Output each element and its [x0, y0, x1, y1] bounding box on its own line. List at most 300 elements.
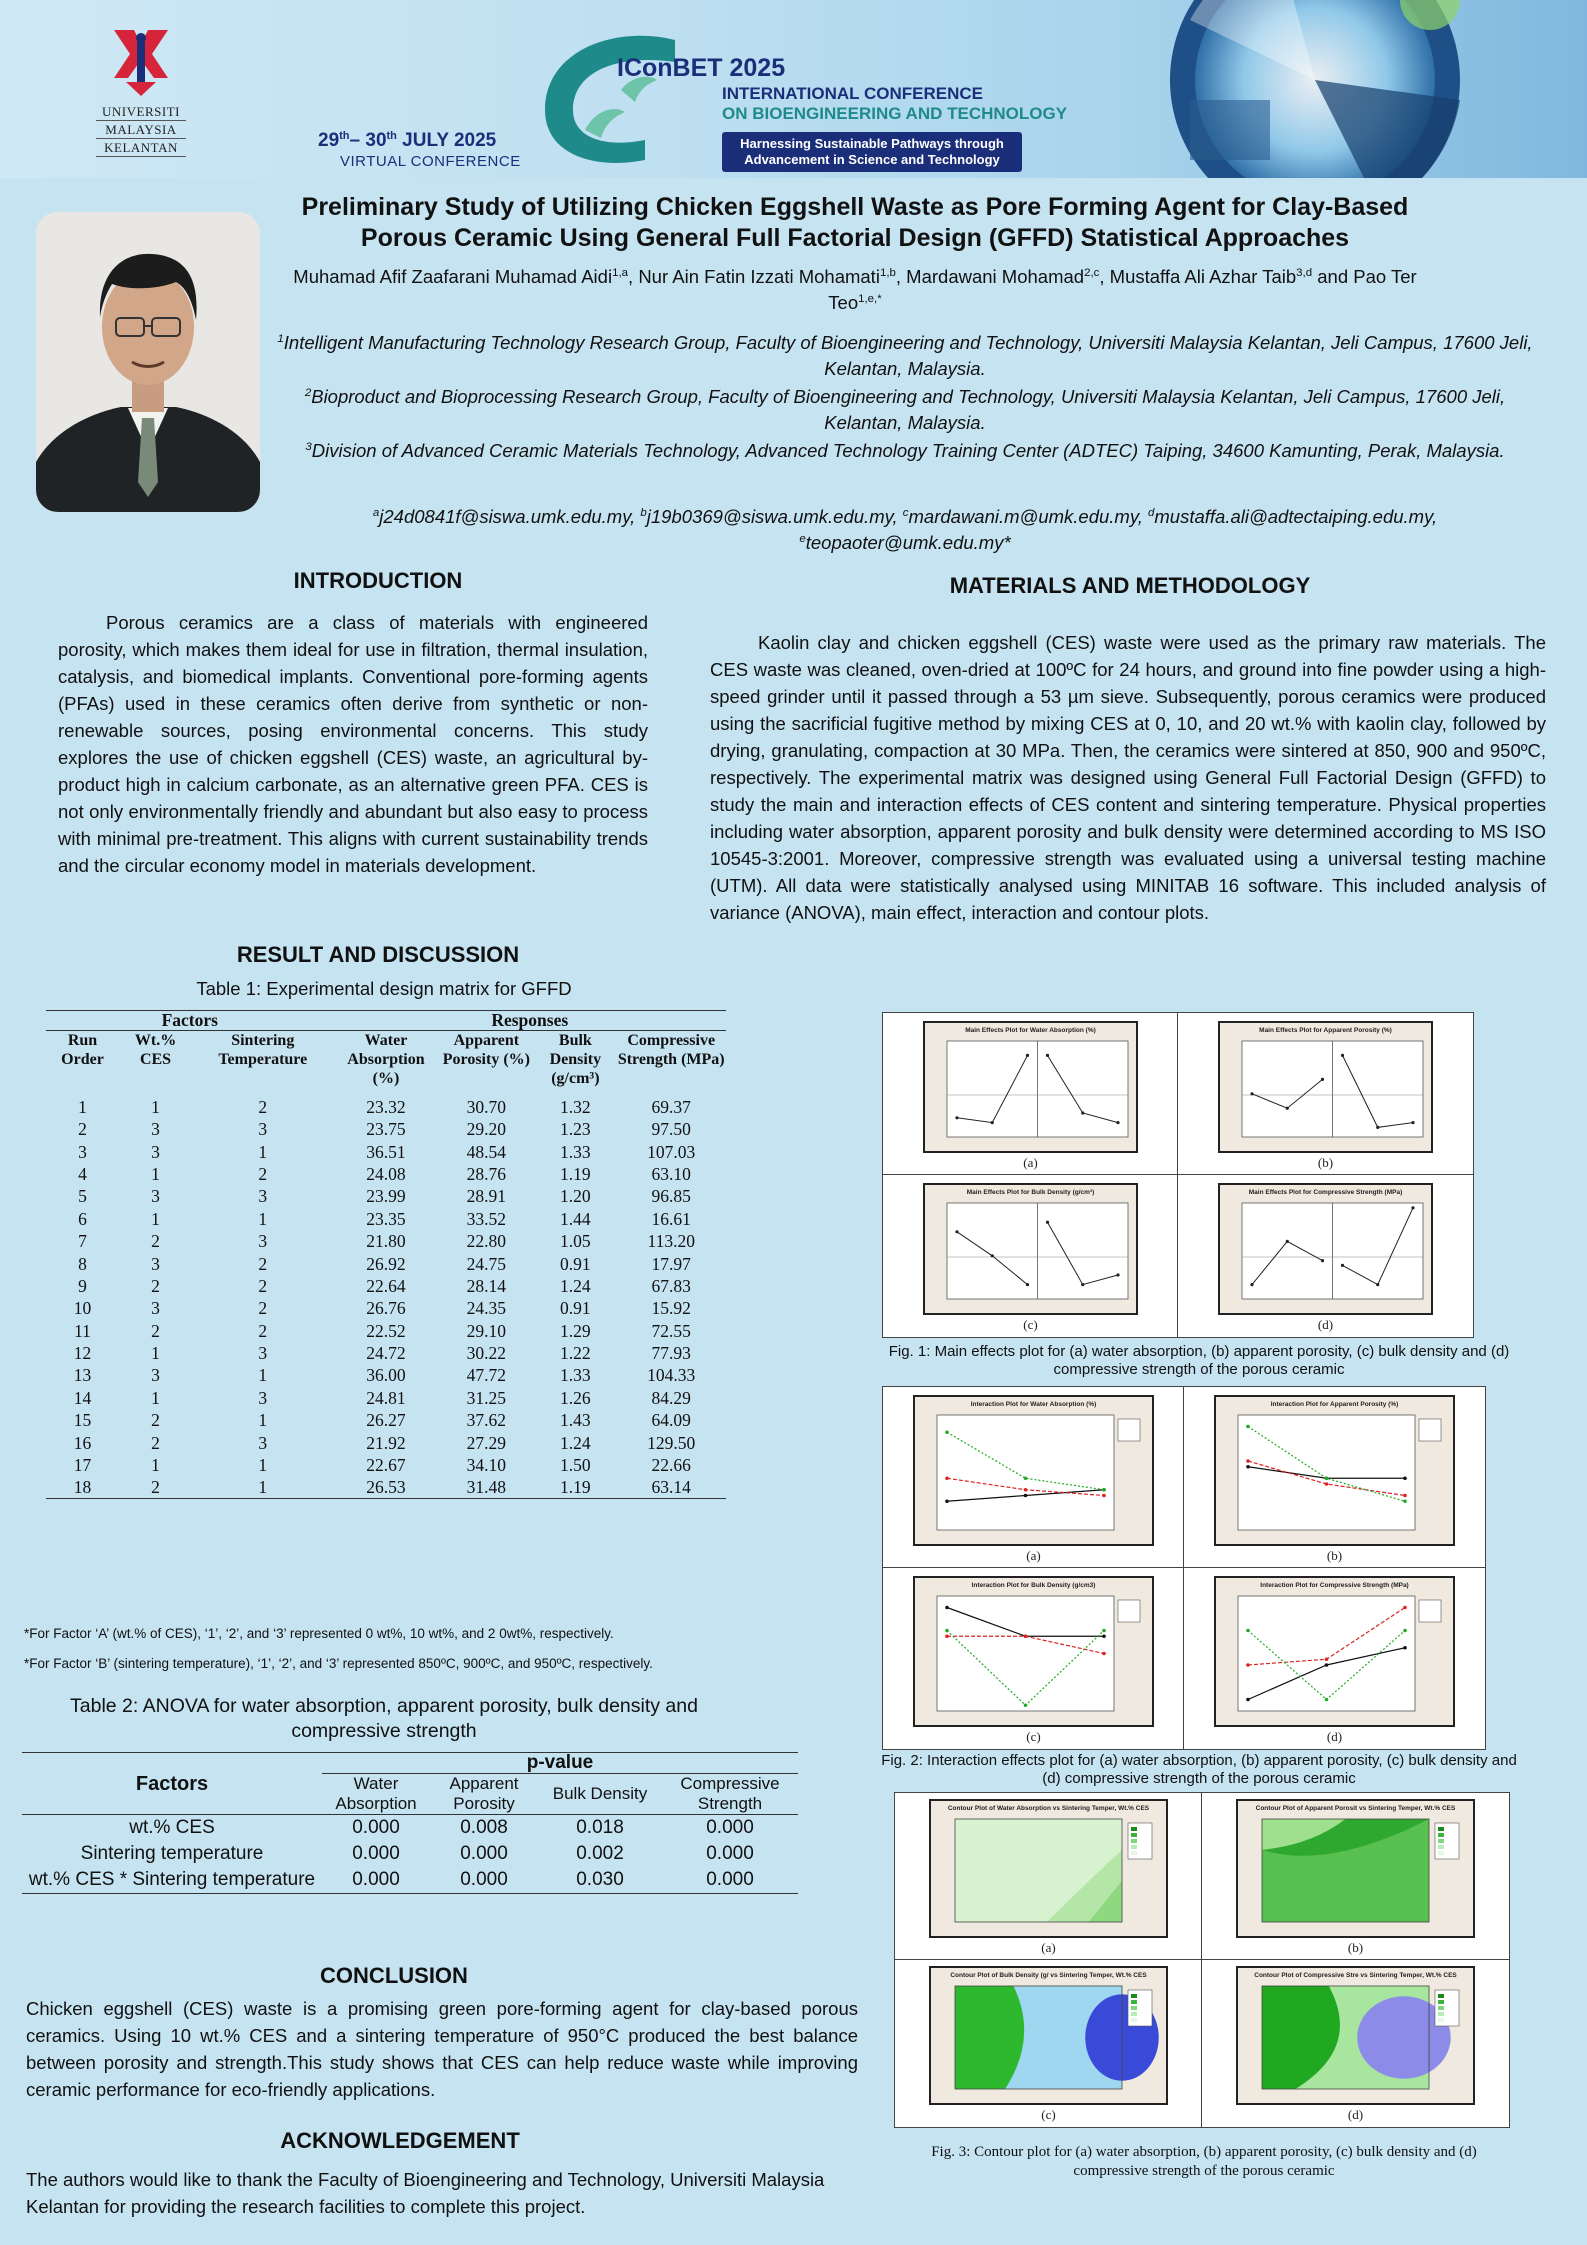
plot-title: Contour Plot of Bulk Density (g/ vs Sintering Temper, Wt.% CES — [950, 1972, 1147, 1979]
table-cell: 24.35 — [466, 1298, 507, 1319]
table-row — [46, 1297, 726, 1319]
email-separator: , — [892, 506, 903, 527]
table-cell: 24.72 — [366, 1343, 406, 1364]
table-cell: 3 — [151, 1253, 160, 1274]
plot-title: Main Effects Plot for Water Absorption (%) — [965, 1027, 1096, 1034]
figure-2-interaction — [882, 1386, 1486, 1750]
umk-emblem-icon — [104, 24, 178, 98]
table-cell: 34.10 — [466, 1455, 507, 1476]
table-row — [22, 1841, 798, 1867]
conference-logo-icon — [525, 20, 705, 170]
plot-window — [1218, 1183, 1433, 1315]
table2-group-row — [22, 1753, 798, 1774]
figure-1-main-effects — [882, 1012, 1474, 1338]
anova-pvalue: 0.000 — [662, 1867, 798, 1894]
plot-graphic — [1238, 1801, 1473, 1936]
conference-full-name-line-2: ON BIOENGINEERING AND TECHNOLOGY — [722, 104, 1068, 123]
email-separator: , — [630, 506, 641, 527]
table-cell: 1 — [258, 1208, 268, 1229]
plot-window — [1214, 1576, 1455, 1727]
table-cell: 2 — [258, 1163, 268, 1184]
plot-window — [929, 1966, 1168, 2105]
table-row — [46, 1275, 726, 1297]
fig1-panel-1 — [883, 1013, 1178, 1175]
author-name: Mustaffa Ali Azhar Taib — [1109, 266, 1297, 287]
plot-window — [913, 1576, 1154, 1727]
plot-title: Interaction Plot for Water Absorption (%) — [970, 1401, 1097, 1408]
conference-date: 29th– 30th JULY 2025 — [318, 129, 497, 151]
table-cell: 64.09 — [651, 1410, 691, 1431]
panel-label: (b) — [1347, 1940, 1364, 1955]
university-line-1: UNIVERSITI — [96, 103, 186, 121]
table-cell: 4 — [78, 1163, 87, 1184]
table-cell: 2 — [258, 1275, 268, 1296]
table-row — [22, 1815, 798, 1842]
table-row — [22, 1867, 798, 1894]
table-cell: 14 — [73, 1387, 92, 1408]
table-cell: 30.70 — [466, 1097, 507, 1117]
table-cell: 23.32 — [366, 1097, 406, 1117]
table-cell: 31.48 — [438, 1476, 534, 1499]
table-row — [46, 1476, 726, 1499]
acknowledgement-heading: ACKNOWLEDGEMENT — [280, 2128, 520, 2153]
table-cell: 1.19 — [560, 1163, 591, 1184]
figure-3-contour — [894, 1792, 1510, 2128]
panel-label: (a) — [1041, 1940, 1056, 1955]
fig2-panel-3 — [883, 1568, 1184, 1749]
table-cell: 28.91 — [466, 1186, 507, 1207]
table-cell: 3 — [258, 1231, 268, 1252]
table-cell: 17 — [73, 1455, 92, 1476]
table-cell: 22.52 — [366, 1320, 406, 1341]
anova-pvalue: 0.000 — [352, 1843, 400, 1864]
university-line-2: MALAYSIA — [96, 121, 186, 139]
anova-pvalue: 0.000 — [322, 1867, 430, 1894]
table-row — [46, 1185, 726, 1207]
plot-window — [923, 1183, 1138, 1315]
table-cell: 1.26 — [560, 1387, 591, 1408]
author-affiliation-mark: 2,c — [1084, 266, 1100, 279]
table-cell: 7 — [78, 1231, 87, 1252]
methodology-heading: MATERIALS AND METHODOLOGY — [949, 573, 1311, 598]
table-cell: 72.55 — [651, 1320, 691, 1341]
email-separator: , — [1431, 506, 1438, 527]
table-cell: 3 — [258, 1343, 268, 1364]
table-row — [46, 1140, 726, 1162]
table-cell: 1.20 — [560, 1186, 591, 1207]
anova-factor: wt.% CES * Sintering temperature — [22, 1867, 322, 1894]
table-cell: 21.80 — [366, 1231, 406, 1252]
table-cell: 1 — [151, 1387, 160, 1408]
table-cell: 48.54 — [466, 1141, 507, 1162]
table-cell: 2 — [151, 1231, 160, 1252]
table2-caption: Table 2: ANOVA for water absorption, apparent porosity, bulk density and compressive strength — [70, 1695, 698, 1742]
table-cell: 9 — [78, 1275, 87, 1296]
figure-1-caption: Fig. 1: Main effects plot for (a) water absorption, (b) apparent porosity, (c) bulk density and (d) compressive strength of the porous ceramic — [888, 1343, 1510, 1378]
plot-title: Contour Plot of Compressive Stre vs Sintering Temper, Wt.% CES — [1254, 1972, 1457, 1979]
affiliation-list — [270, 330, 1540, 466]
tagline-line-1: Harnessing Sustainable Pathways through — [740, 136, 1004, 151]
table-cell: 1 — [258, 1410, 268, 1431]
plot-title: Main Effects Plot for Bulk Density (g/cm³) — [966, 1189, 1095, 1196]
university-name — [96, 103, 186, 157]
author-separator: , — [895, 266, 907, 287]
table-cell: 1 — [151, 1208, 160, 1229]
email-mark: c — [902, 506, 909, 519]
table-row — [46, 1163, 726, 1185]
plot-graphic — [925, 1185, 1136, 1313]
author-name: Nur Ain Fatin Izzati Mohamati — [638, 266, 880, 287]
table-cell: 29.20 — [466, 1119, 507, 1140]
table-row — [46, 1230, 726, 1252]
panel-label: (a) — [1026, 1548, 1041, 1563]
table-cell: 22.67 — [366, 1455, 406, 1476]
fig1-panel-2 — [1178, 1013, 1473, 1175]
plot-graphic — [915, 1578, 1152, 1725]
table-cell: 2 — [258, 1320, 268, 1341]
table-cell: 16.61 — [651, 1208, 691, 1229]
anova-pvalue: 0.000 — [706, 1843, 754, 1864]
plot-graphic — [915, 1397, 1152, 1544]
table-cell: 28.76 — [466, 1163, 507, 1184]
panel-label: (c) — [1023, 1317, 1038, 1332]
table-cell: 2 — [151, 1432, 160, 1453]
plot-title: Contour Plot of Water Absorption vs Sintering Temper, Wt.% CES — [947, 1805, 1150, 1812]
table-cell: 1.29 — [560, 1320, 591, 1341]
table-cell: 47.72 — [466, 1365, 507, 1386]
acknowledgement-text: The authors would like to thank the Faculty of Bioengineering and Technology, Universiti Malaysia Kelantan for providing the research facilities to complete this project. — [26, 2169, 825, 2217]
table-cell: 107.03 — [647, 1141, 696, 1162]
author-affiliation-mark: 1,e,* — [858, 292, 882, 305]
affiliation-text: Intelligent Manufacturing Technology Research Group, Faculty of Bioengineering and Technology, Universiti Malaysia Kelantan, Jeli Campus, 17600 Jeli, Kelantan, Malaysia. — [283, 332, 1533, 379]
table-cell: 26.27 — [366, 1410, 406, 1431]
table-cell: 1.23 — [560, 1119, 591, 1140]
table-cell: 67.83 — [651, 1275, 691, 1296]
table1-note-factor-a: *For Factor ‘A’ (wt.% of CES), ‘1’, ‘2’, and ‘3’ represented 0 wt%, 10 wt%, and 2 0wt%, respectively. — [24, 1626, 614, 1641]
panel-label: (a) — [1023, 1155, 1038, 1170]
plot-title: Interaction Plot for Bulk Density (g/cm3) — [971, 1582, 1096, 1589]
table-cell: 27.29 — [466, 1432, 507, 1453]
table-cell: 2 — [151, 1275, 160, 1296]
author-separator: , — [628, 266, 639, 287]
anova-pvalue: 0.030 — [538, 1867, 662, 1894]
table-cell: 1.50 — [560, 1455, 591, 1476]
plot-window — [913, 1395, 1154, 1546]
author-affiliation-mark: 1,b — [879, 266, 896, 279]
author-portrait-image — [36, 212, 260, 512]
table-cell: 10 — [73, 1298, 92, 1319]
table-cell: 1 — [78, 1097, 87, 1117]
fig3-panel-1 — [895, 1793, 1202, 1960]
plot-title: Interaction Plot for Apparent Porosity (%) — [1270, 1401, 1399, 1408]
email-mark: b — [640, 506, 647, 519]
plot-window — [1218, 1021, 1433, 1153]
table-cell: 1 — [151, 1097, 160, 1117]
title-line-2: Porous Ceramic Using General Full Factorial Design (GFFD) Statistical Approaches — [360, 224, 1350, 252]
table-cell: 18 — [46, 1476, 119, 1499]
table-cell: 15 — [73, 1410, 92, 1431]
panel-label: (c) — [1041, 2107, 1056, 2122]
table-row — [46, 1364, 726, 1386]
author-affiliation-mark: 1,a — [612, 266, 629, 279]
table-cell: 1.43 — [560, 1410, 591, 1431]
table-cell: 26.92 — [366, 1253, 406, 1274]
plot-graphic — [1238, 1968, 1473, 2103]
table2-col-apparent-porosity: Apparent Porosity — [430, 1774, 538, 1815]
author-photo — [36, 212, 260, 512]
table-cell: 104.33 — [647, 1365, 696, 1386]
plot-graphic — [1216, 1397, 1453, 1544]
conference-tagline — [722, 132, 1022, 172]
fig1-panel-3 — [883, 1175, 1178, 1337]
table-cell: 1.22 — [560, 1343, 591, 1364]
anova-pvalue: 0.000 — [430, 1867, 538, 1894]
plot-window — [1236, 1799, 1475, 1938]
anova-pvalue: 0.018 — [576, 1817, 624, 1838]
fig2-panel-2 — [1184, 1387, 1485, 1568]
affiliation-number: 3 — [305, 440, 312, 453]
introduction-text: Porous ceramics are a class of materials with engineered porosity, which makes them ideal for use in filtration, thermal insulation, catalysis, and biomedical implants. Conventional pore-forming agents (PFAs) used in these ceramics often derive from synthetic or non-renewable sources, posing environmental concerns. This study explores the use of chicken eggshell (CES) waste, an agricultural by-product high in calcium carbonate, as an alternative green PFA. CES is not only environmentally friendly and abundant but also easy to process with minimal pre-treatment. This aligns with current sustainability trends and the circular economy model in materials development. — [58, 612, 648, 876]
author-list — [270, 264, 1440, 316]
table-cell: 23.75 — [366, 1119, 406, 1140]
table1-group-responses: Responses — [334, 1011, 727, 1031]
conference-banner — [0, 0, 1587, 178]
email-address[interactable]: mardawani.m@umk.edu.my — [908, 506, 1138, 527]
table-cell: 1.24 — [560, 1275, 591, 1296]
table-cell: 3 — [78, 1141, 87, 1162]
fig2-panel-4 — [1184, 1568, 1485, 1749]
table-cell: 33.52 — [466, 1208, 507, 1229]
table-cell: 21.92 — [366, 1432, 406, 1453]
plot-graphic — [931, 1968, 1166, 2103]
plot-window — [1236, 1966, 1475, 2105]
table-cell: 1.19 — [534, 1476, 616, 1499]
university-line-3: KELANTAN — [96, 139, 186, 157]
plot-graphic — [1220, 1023, 1431, 1151]
panel-label: (d) — [1326, 1729, 1343, 1744]
fig2-panel-1 — [883, 1387, 1184, 1568]
table-cell: 3 — [258, 1186, 268, 1207]
table-cell: 96.85 — [651, 1186, 691, 1207]
table-cell: 22.80 — [466, 1231, 507, 1252]
panel-label: (c) — [1026, 1729, 1041, 1744]
panel-label: (b) — [1317, 1155, 1334, 1170]
table-cell: 1.33 — [560, 1365, 591, 1386]
email-mark: e — [799, 532, 806, 545]
table-cell: 31.25 — [466, 1387, 507, 1408]
table-cell: 36.51 — [366, 1141, 406, 1162]
table1-caption: Table 1: Experimental design matrix for GFFD — [196, 978, 572, 999]
affiliation-text: Bioproduct and Bioprocessing Research Group, Faculty of Bioengineering and Technology, Universiti Malaysia Kelantan, Jeli Campus, 17600 Jeli, Kelantan, Malaysia. — [311, 386, 1506, 433]
plot-window — [1214, 1395, 1455, 1546]
table-cell: 2 — [78, 1119, 87, 1140]
introduction-heading: INTRODUCTION — [293, 568, 463, 593]
author-separator: , — [1099, 266, 1110, 287]
table-cell: 22.64 — [366, 1275, 406, 1296]
table-cell: 12 — [73, 1343, 92, 1364]
plot-title: Main Effects Plot for Compressive Strength (MPa) — [1248, 1189, 1403, 1196]
table-cell: 6 — [78, 1208, 87, 1229]
table-cell: 3 — [258, 1119, 268, 1140]
fig3-panel-3 — [895, 1960, 1202, 2127]
table1-col-compressive-strength: Compressive Strength (MPa) — [617, 1032, 725, 1068]
table-cell: 84.29 — [651, 1387, 691, 1408]
conference-short-name: IConBET 2025 — [617, 54, 786, 82]
anova-pvalue: 0.000 — [460, 1843, 508, 1864]
experimental-design-table — [46, 1010, 726, 1499]
table-cell: 3 — [258, 1432, 268, 1453]
table-row — [46, 1342, 726, 1364]
plot-window — [923, 1021, 1138, 1153]
email-address[interactable]: j24d0841f@siswa.umk.edu.my — [379, 506, 631, 527]
table-cell: 3 — [151, 1365, 160, 1386]
table-cell: 3 — [151, 1119, 160, 1140]
affiliation-number: 1 — [277, 332, 284, 345]
table-cell: 13 — [73, 1365, 92, 1386]
conclusion-text: Chicken eggshell (CES) waste is a promising green pore-forming agent for clay-based porous ceramics. Using 10 wt.% CES and a sintering temperature of 950°C produced the best balance between porosity and strength.This study shows that CES can help reduce waste while improving ceramic performance for eco-friendly applications. — [26, 1998, 858, 2100]
table-row — [46, 1454, 726, 1476]
table-cell: 129.50 — [647, 1432, 696, 1453]
title-line-1: Preliminary Study of Utilizing Chicken Eggshell Waste as Pore Forming Agent for Clay-Based — [301, 193, 1409, 221]
table-cell: 11 — [74, 1320, 91, 1341]
table-row — [46, 1252, 726, 1274]
table-cell: 0.91 — [560, 1253, 591, 1274]
table-cell: 5 — [78, 1186, 87, 1207]
table-cell: 1.33 — [560, 1141, 591, 1162]
plot-title: Interaction Plot for Compressive Strength (MPa) — [1260, 1582, 1409, 1589]
affiliation — [270, 384, 1540, 436]
table-row — [46, 1088, 726, 1118]
table-row — [46, 1409, 726, 1431]
anova-factor: wt.% CES — [129, 1817, 215, 1838]
table1-body — [46, 1088, 726, 1499]
conference-mode: VIRTUAL CONFERENCE — [340, 153, 521, 170]
table-cell: 1 — [151, 1343, 160, 1364]
results-heading: RESULT AND DISCUSSION — [236, 942, 520, 967]
table-cell: 77.93 — [651, 1343, 691, 1364]
plot-title: Main Effects Plot for Apparent Porosity (%) — [1259, 1027, 1392, 1034]
table-cell: 1.05 — [560, 1231, 591, 1252]
fig3-panel-4 — [1202, 1960, 1509, 2127]
table-cell: 3 — [151, 1186, 160, 1207]
table-row — [46, 1118, 726, 1140]
email-mark: d — [1147, 506, 1155, 519]
table-cell: 15.92 — [651, 1298, 691, 1319]
table-cell: 69.37 — [651, 1097, 691, 1117]
plot-graphic — [1216, 1578, 1453, 1725]
table-cell: 24.81 — [366, 1387, 406, 1408]
anova-table — [22, 1752, 798, 1894]
table-cell: 2 — [258, 1253, 268, 1274]
table1-col-apparent-porosity: Apparent Porosity (%) — [442, 1032, 530, 1068]
paper-title — [270, 192, 1440, 254]
university-logo — [96, 24, 186, 164]
table-cell: 8 — [78, 1253, 87, 1274]
table-cell: 36.00 — [366, 1365, 406, 1386]
email-address[interactable]: teopaoter@umk.edu.my* — [805, 532, 1011, 553]
table1-group-factors: Factors — [46, 1011, 334, 1031]
table1-header-row — [46, 1031, 726, 1089]
methodology-text: Kaolin clay and chicken eggshell (CES) waste were used as the primary raw materials. The CES waste was cleaned, oven-dried at 100ºC for 24 hours, and ground into fine powder using a high-speed grinder until it passed through a 53 µm sieve. Subsequently, porous ceramics were produced using the sacrificial fugitive method by mixing CES at 0, 10, and 20 wt.% with kaolin clay, followed by drying, granulating, compaction at 30 MPa. Then, the ceramics were sintered at 850, 900 and 950ºC, respectively. The experimental matrix was designed using General Full Factorial Design (GFFD) to study the main and interaction effects of CES content and sintering temperature. Physical properties including water absorption, apparent porosity and bulk density were determined according to MS ISO 10545-3:2001. Moreover, compressive strength was evaluated using a universal testing machine (UTM). All data were statistically analysed using MINITAB 16 software. This included analysis of variance (ANOVA), main effect, interaction and contour plots. — [710, 632, 1546, 923]
tagline-line-2: Advancement in Science and Technology — [744, 152, 1000, 167]
table-cell: 30.22 — [466, 1343, 507, 1364]
fig1-panel-4 — [1178, 1175, 1473, 1337]
plot-graphic — [931, 1801, 1166, 1936]
affiliation-number: 2 — [304, 386, 312, 399]
conclusion-heading: CONCLUSION — [320, 1963, 468, 1988]
table-cell: 1 — [258, 1365, 268, 1386]
table-cell: 3 — [151, 1298, 160, 1319]
table-cell: 17.97 — [651, 1253, 691, 1274]
banner-decoration-image — [1130, 0, 1490, 178]
table-cell: 113.20 — [647, 1231, 695, 1252]
table2-pvalue-header: p-value — [322, 1753, 798, 1774]
table-cell: 24.08 — [366, 1163, 406, 1184]
author-name: Mardawani Mohamad — [906, 266, 1085, 287]
table1-col-bulk-density: Bulk Density (g/cm³) — [549, 1032, 602, 1087]
table-cell: 2 — [258, 1097, 268, 1117]
email-separator: , — [1137, 506, 1148, 527]
table-cell: 2 — [258, 1298, 268, 1319]
table-cell: 16 — [73, 1432, 92, 1453]
figure-3-caption: Fig. 3: Contour plot for (a) water absorption, (b) apparent porosity, (c) bulk density and (d) compressive strength of the porous ceramic — [931, 2144, 1477, 2179]
table1-col-sintering-temp: Sintering Temperature — [218, 1032, 308, 1068]
author-name: Pao Ter Teo — [828, 266, 1417, 313]
email-address[interactable]: j19b0369@siswa.umk.edu.my — [646, 506, 893, 527]
anova-pvalue: 0.008 — [460, 1817, 508, 1838]
table-cell: 3 — [258, 1387, 268, 1408]
plot-graphic — [1220, 1185, 1431, 1313]
panel-label: (b) — [1326, 1548, 1343, 1563]
table1-group-row — [46, 1011, 726, 1031]
table-cell: 63.14 — [616, 1476, 726, 1499]
table1-col-water-absorption: Water Absorption (%) — [347, 1032, 425, 1087]
table-row — [46, 1387, 726, 1409]
plot-title: Contour Plot of Apparent Porosit vs Sintering Temper, Wt.% CES — [1255, 1805, 1456, 1812]
table-cell: 29.10 — [466, 1320, 507, 1341]
table2-col-bulk-density: Bulk Density — [538, 1774, 662, 1815]
table-cell: 26.53 — [334, 1476, 439, 1499]
table2-col-water-absorption: Water Absorption — [322, 1774, 430, 1815]
table-cell: 1 — [151, 1163, 160, 1184]
plot-graphic — [925, 1023, 1136, 1151]
email-address[interactable]: mustaffa.ali@adtectaiping.edu.my — [1154, 506, 1432, 527]
figure-2-caption: Fig. 2: Interaction effects plot for (a) water absorption, (b) apparent porosity, (c) bulk density and (d) compressive strength of the porous ceramic — [881, 1752, 1517, 1787]
table-cell: 2 — [151, 1320, 160, 1341]
table-cell: 1 — [258, 1455, 268, 1476]
table-cell: 1.32 — [560, 1097, 591, 1117]
table-cell: 1.44 — [560, 1208, 591, 1229]
table-cell: 3 — [151, 1141, 160, 1162]
anova-pvalue: 0.000 — [706, 1817, 754, 1838]
author-affiliation-mark: 3,d — [1296, 266, 1313, 279]
affiliation — [270, 438, 1540, 464]
table-cell: 1 — [258, 1141, 268, 1162]
anova-factor: Sintering temperature — [80, 1843, 264, 1864]
affiliation — [270, 330, 1540, 382]
table-cell: 2 — [119, 1476, 192, 1499]
table-cell: 22.66 — [651, 1455, 691, 1476]
table-cell: 37.62 — [466, 1410, 507, 1431]
table1-col-wt-ces: Wt.% CES — [134, 1032, 177, 1068]
table2-body — [22, 1815, 798, 1894]
conference-full-name-line-1: INTERNATIONAL CONFERENCE — [722, 84, 983, 103]
table-cell: 24.75 — [466, 1253, 507, 1274]
table-cell: 23.35 — [366, 1208, 406, 1229]
table-cell: 1 — [192, 1476, 333, 1499]
panel-label: (d) — [1347, 2107, 1364, 2122]
author-name: Muhamad Afif Zaafarani Muhamad Aidi — [293, 266, 613, 287]
